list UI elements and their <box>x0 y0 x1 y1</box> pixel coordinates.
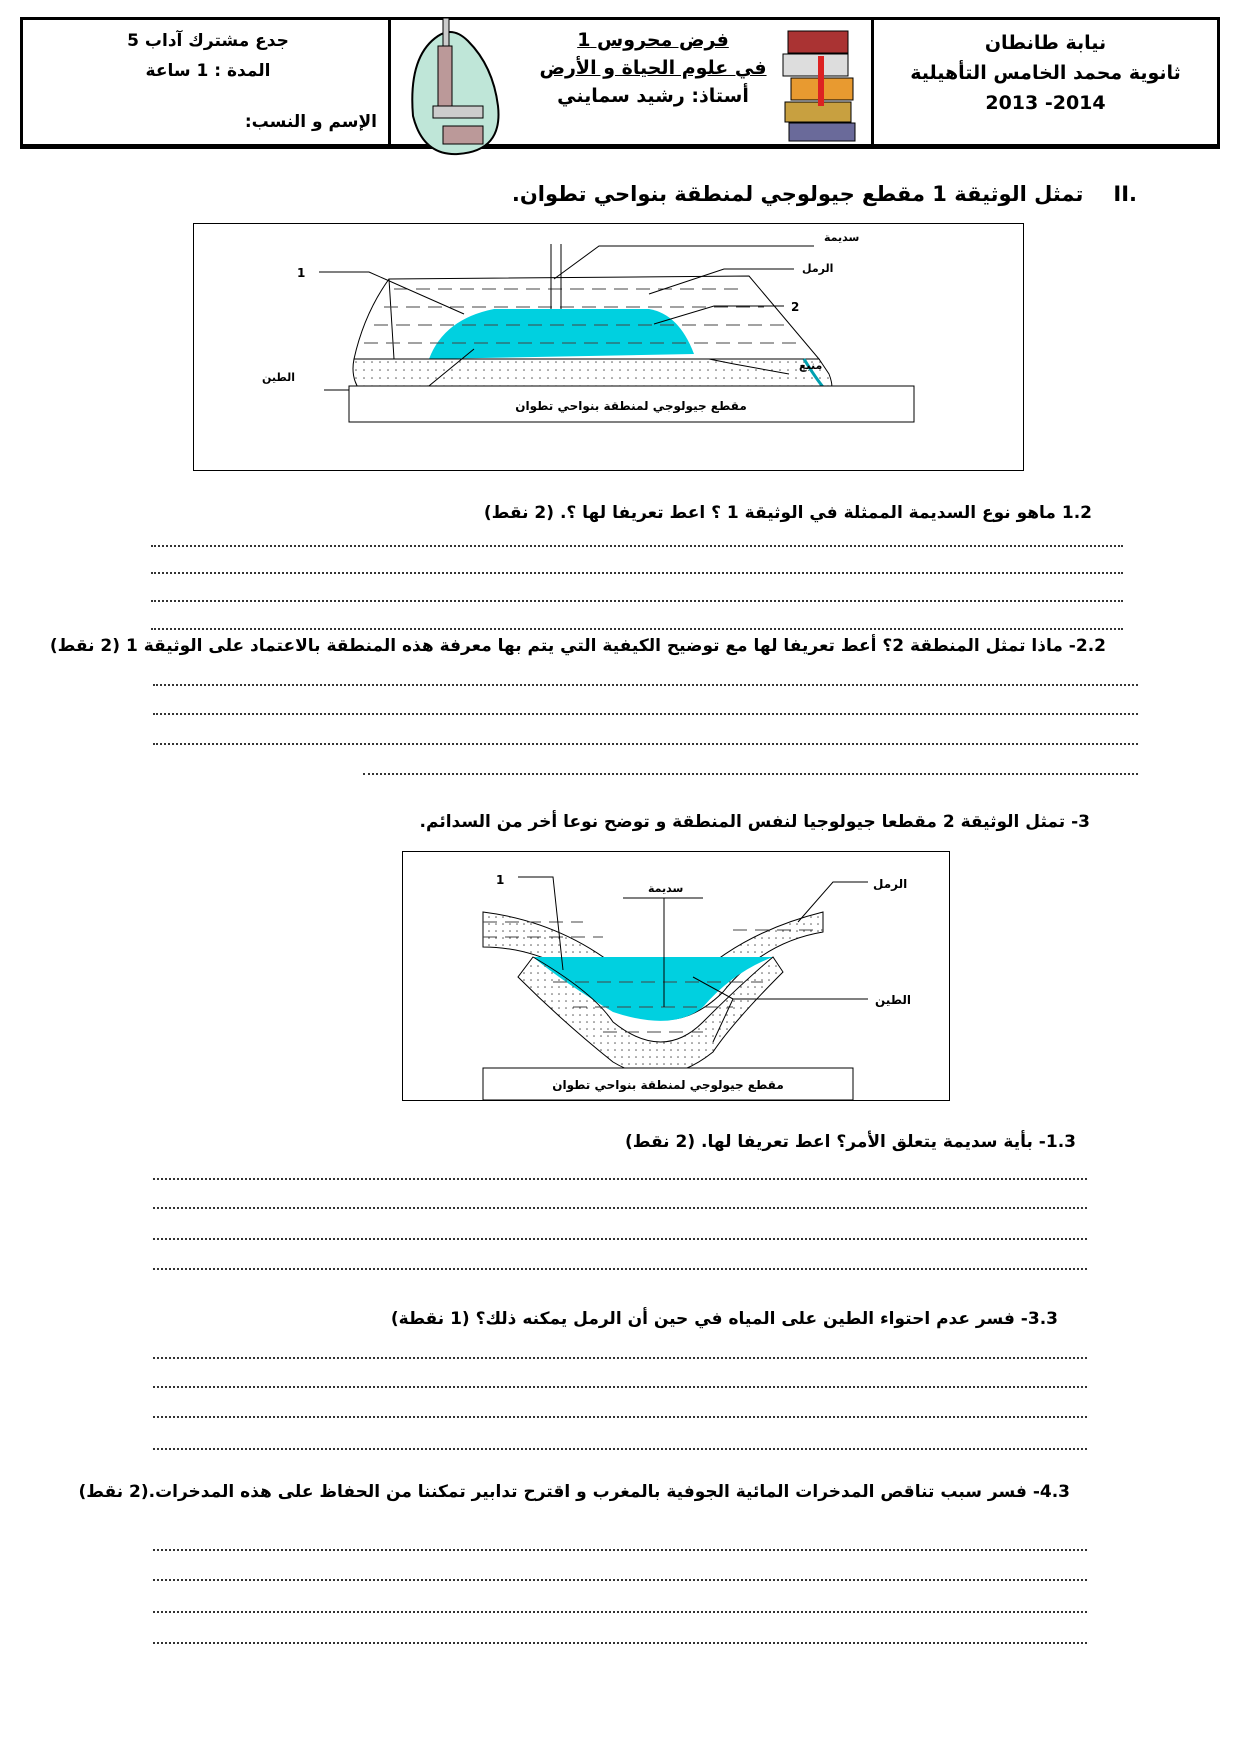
answer-line[interactable] <box>153 1642 1087 1644</box>
figure-caption: مقطع جيولوجي لمنطقة بنواحي تطوان <box>515 399 747 413</box>
question-4-3: 4.3- فسر سبب تناقص المدخرات المائية الجوفية بالمغرب و اقترح تدابير تمكننا من الحفاظ على هذه المدخرات.(2 نقط) <box>78 1482 1070 1502</box>
school-year: 2013 -2014 <box>985 92 1106 114</box>
answer-line[interactable] <box>153 1178 1087 1180</box>
divider <box>388 20 391 144</box>
figure-caption: مقطع جيولوجي لمنطقة بنواحي تطوان <box>552 1078 784 1092</box>
section-number: II. <box>1113 182 1137 206</box>
document-2-figure <box>402 851 950 1101</box>
label-1: 1 <box>297 266 306 280</box>
answer-line[interactable] <box>153 1268 1087 1270</box>
books-icon <box>773 26 868 146</box>
label-clay: الطين <box>875 993 912 1007</box>
question-1-2: 1.2 ماهو نوع السديمة الممثلة في الوثيقة 1 ؟ اعط تعريفا لها ؟. (2 نقط) <box>483 503 1092 523</box>
label-spring: منبع <box>799 359 823 372</box>
microscope-icon <box>398 16 513 156</box>
answer-line[interactable] <box>153 1357 1087 1359</box>
label-sand: الرمل <box>873 877 908 891</box>
school-info <box>874 28 1217 118</box>
header-box <box>20 17 1220 149</box>
answer-line[interactable] <box>363 773 1138 775</box>
question-3-3: 3.3- فسر عدم احتواء الطين على المياه في حين أن الرمل يمكنه ذلك؟ (1 نقطة) <box>390 1309 1058 1329</box>
school-name: ثانوية محمد الخامس التأهيلية <box>910 62 1181 84</box>
answer-line[interactable] <box>153 1448 1087 1450</box>
label-aquifer: سديمة <box>824 231 860 244</box>
duration: المدة : 1 ساعة <box>145 61 271 81</box>
label-clay: الطين <box>262 371 296 384</box>
label-aquifer: سديمة <box>648 882 684 895</box>
answer-line[interactable] <box>153 1611 1087 1613</box>
answer-line[interactable] <box>151 600 1123 602</box>
answer-line[interactable] <box>151 628 1123 630</box>
section-title: تمثل الوثيقة 1 مقطع جيولوجي لمنطقة بنواحي تطوان. <box>511 182 1084 206</box>
answer-line[interactable] <box>153 1386 1087 1388</box>
label-sand: الرمل <box>802 262 834 275</box>
name-field-label: الإسم و النسب: <box>244 112 377 132</box>
answer-line[interactable] <box>151 572 1123 574</box>
class-level: جدع مشترك آداب 5 <box>127 31 289 51</box>
answer-line[interactable] <box>151 545 1123 547</box>
label-1: 1 <box>496 873 505 887</box>
exam-name: فرض محروس 1 <box>577 29 729 51</box>
exam-title <box>523 26 783 110</box>
answer-line[interactable] <box>153 1549 1087 1551</box>
answer-line[interactable] <box>153 1238 1087 1240</box>
question-3: 3- تمثل الوثيقة 2 مقطعا جيولوجيا لنفس المنطقة و توضح نوعا أخر من السدائم. <box>419 812 1090 832</box>
document-1-figure <box>193 223 1024 471</box>
teacher: أستاذ: رشيد سمايني <box>557 85 749 107</box>
answer-line[interactable] <box>153 684 1138 686</box>
question-1-3: 1.3- بأية سديمة يتعلق الأمر؟ اعط تعريفا لها. (2 نقط) <box>624 1132 1076 1152</box>
label-2: 2 <box>791 300 800 314</box>
answer-line[interactable] <box>153 713 1138 715</box>
answer-line[interactable] <box>153 1579 1087 1581</box>
question-2-2: 2.2- ماذا تمثل المنطقة 2؟ أعط تعريفا لها مع توضيح الكيفية التي يتم بها معرفة هذه المنطقة بالاعتماد على الوثيقة 1 (2 نقط) <box>49 636 1106 656</box>
answer-line[interactable] <box>153 1416 1087 1418</box>
directorate: نيابة طانطان <box>984 32 1107 54</box>
section-heading <box>512 182 1137 206</box>
answer-line[interactable] <box>153 743 1138 745</box>
answer-line[interactable] <box>153 1207 1087 1209</box>
class-info <box>83 26 333 86</box>
subject: في علوم الحياة و الأرض <box>539 57 767 79</box>
